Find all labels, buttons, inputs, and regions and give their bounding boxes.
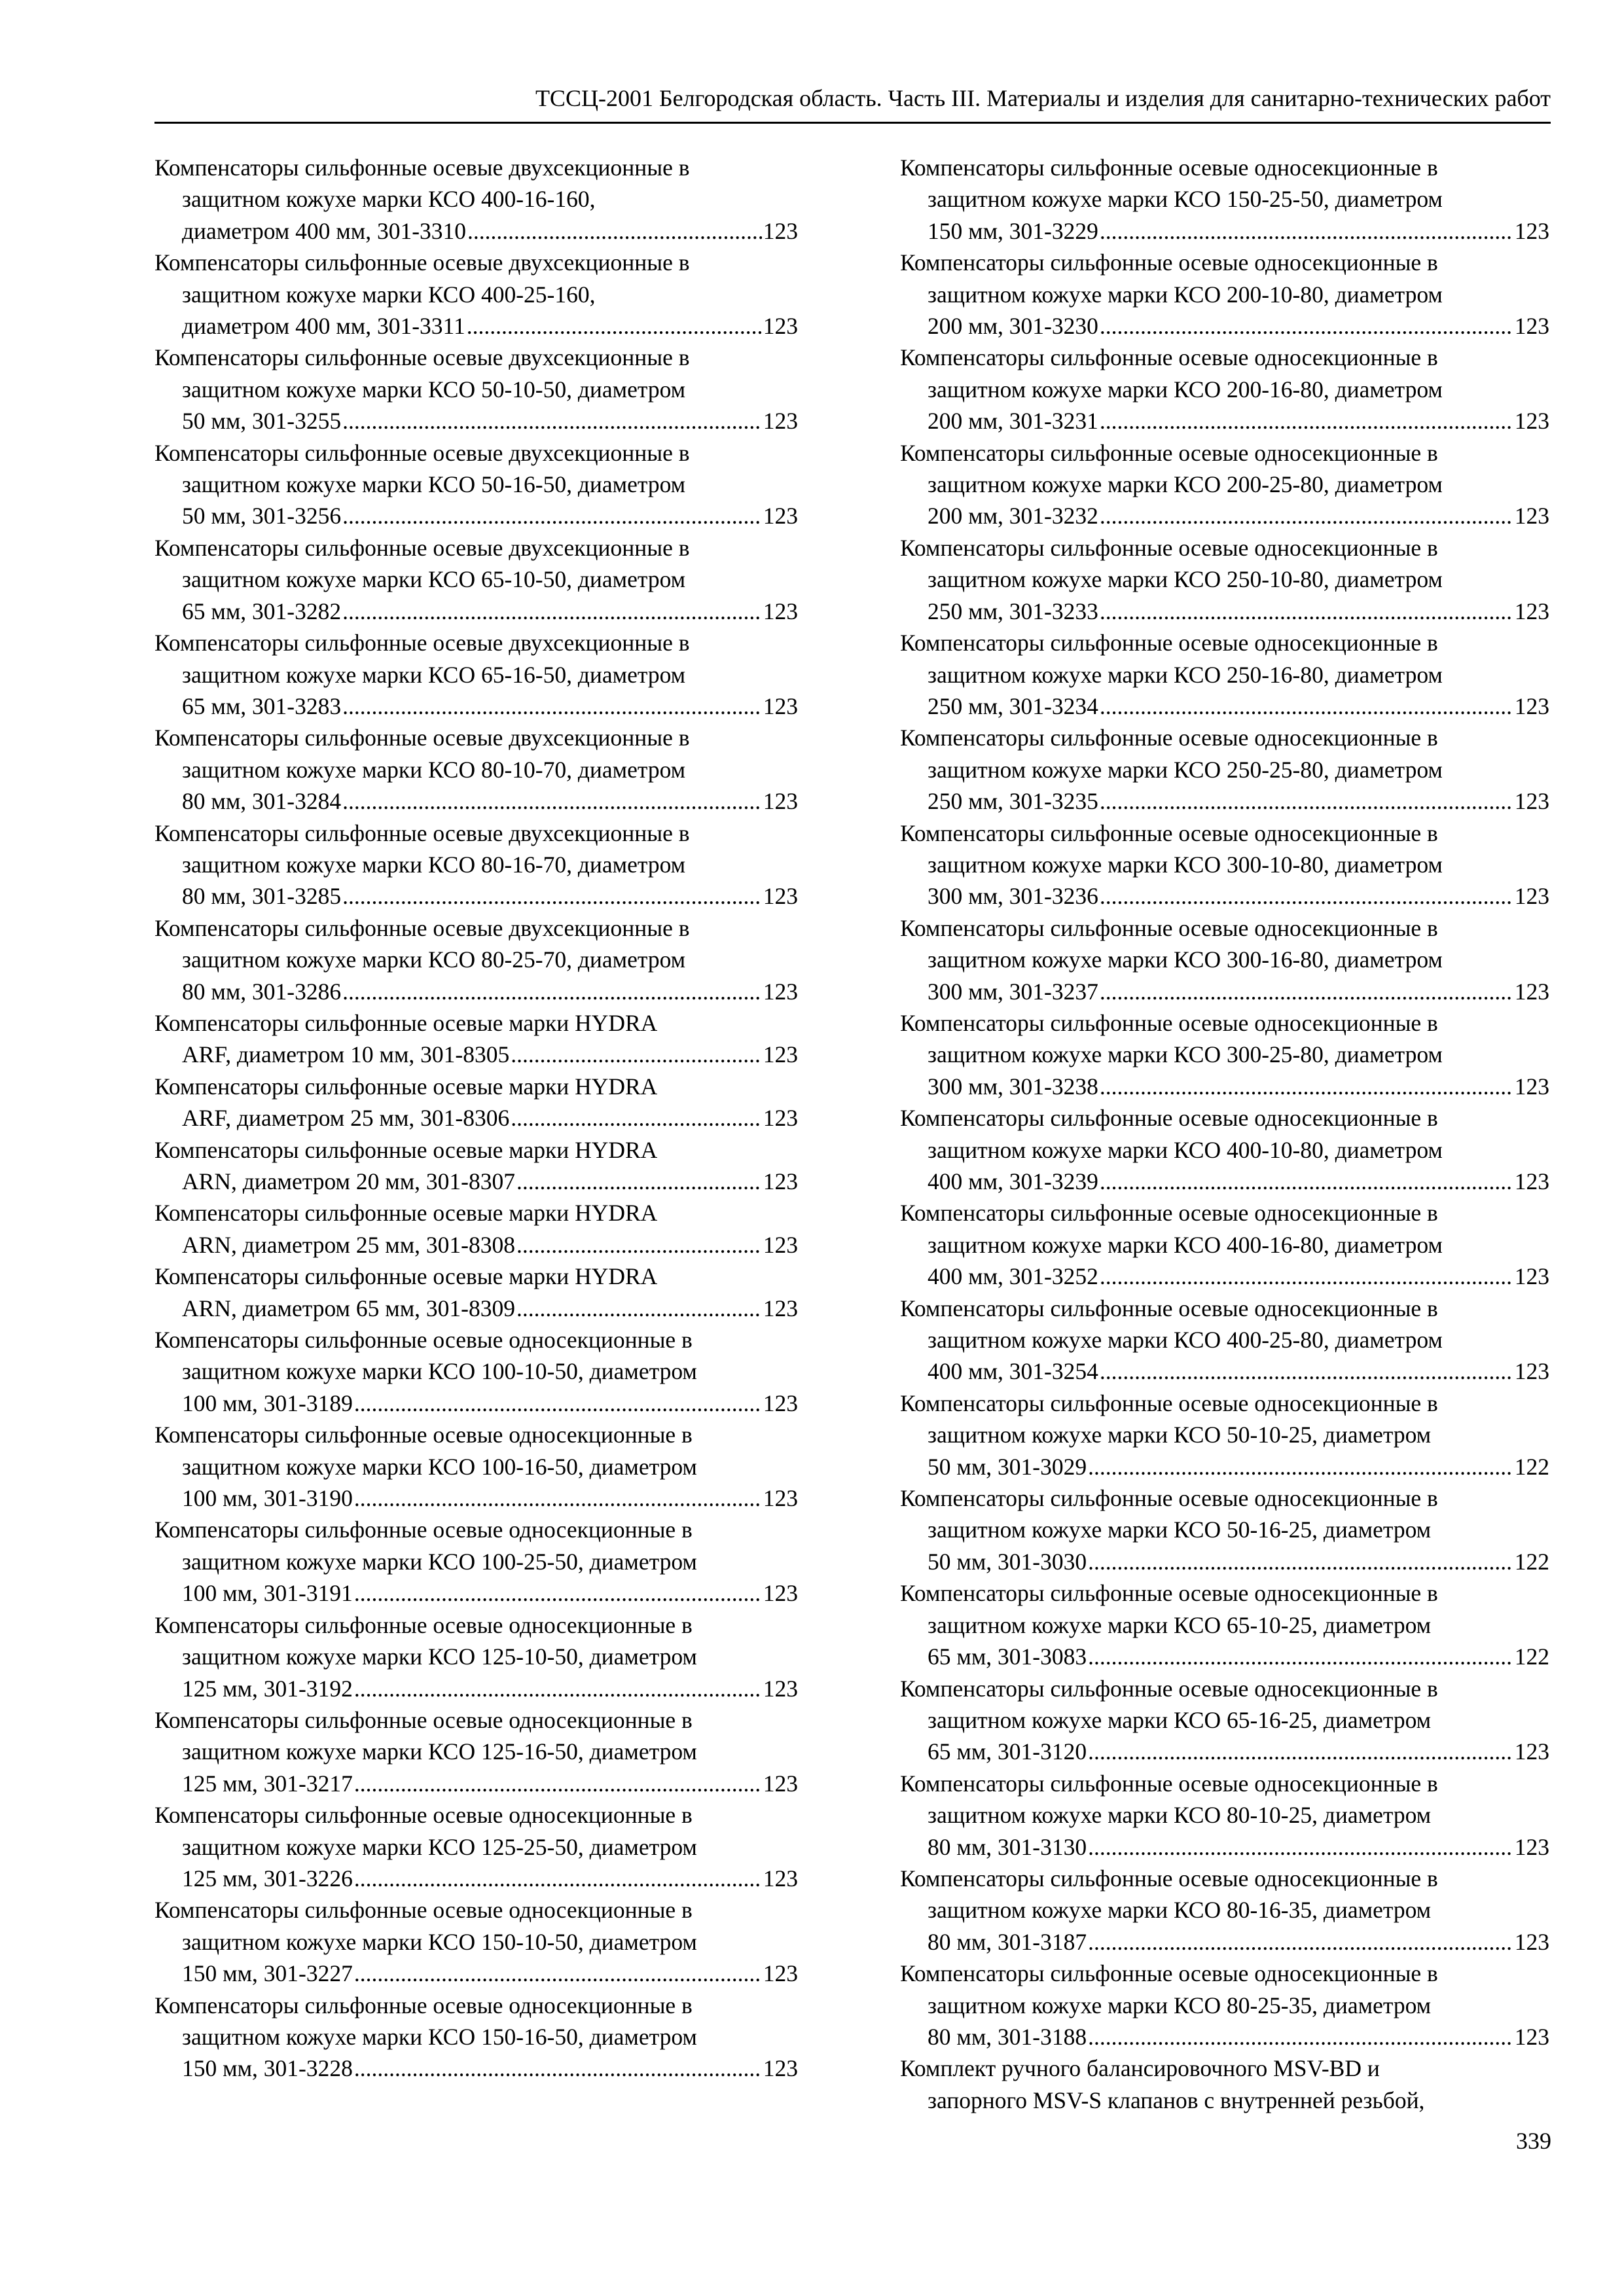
entry-continuation: защитном кожухе марки КСО 125-16-50, диаметром (182, 1738, 697, 1765)
entry-continuation: защитном кожухе марки КСО 125-25-50, диаметром (182, 1833, 697, 1860)
entry-code: 150 мм, 301-3229 (928, 217, 1098, 244)
index-entry (154, 437, 798, 532)
dot-leader (354, 2053, 762, 2084)
entry-last-line (900, 500, 1549, 531)
dot-leader (354, 1577, 762, 1609)
entry-continuation: защитном кожухе марки КСО 400-16-80, диаметром (928, 1231, 1443, 1258)
entry-continuation: защитном кожухе марки КСО 65-10-50, диаметром (182, 566, 686, 593)
entry-last-line (154, 1673, 798, 1704)
entry-title: Компенсаторы сильфонные осевые двухсекционные в (154, 249, 690, 276)
entry-last-line (900, 1736, 1549, 1767)
entry-title: Компенсаторы сильфонные осевые двухсекционные в (154, 344, 690, 371)
entry-title: Компенсаторы сильфонные осевые односекционные в (900, 1675, 1438, 1702)
index-entry (900, 1197, 1549, 1292)
entry-page-ref: 123 (763, 1168, 798, 1194)
entry-title: Компенсаторы сильфонные осевые односекционные в (154, 1706, 693, 1733)
entry-page-ref: 123 (763, 1675, 798, 1702)
entry-continuation: защитном кожухе марки КСО 65-16-50, диаметром (182, 661, 686, 688)
entry-page-ref: 123 (1514, 1263, 1549, 1290)
entry-page-ref: 123 (763, 1041, 798, 1068)
entry-page-ref: 123 (1514, 692, 1549, 719)
dot-leader (1100, 1071, 1513, 1102)
entry-continuation: защитном кожухе марки КСО 200-25-80, диаметром (928, 471, 1443, 498)
entry-title: Компенсаторы сильфонные осевые односекционные в (900, 1009, 1438, 1036)
entry-title: Компенсаторы сильфонные осевые марки HYDRA (154, 1200, 658, 1227)
dot-leader (1100, 1166, 1513, 1197)
entry-page-ref: 123 (763, 1105, 798, 1132)
entry-last-line (154, 1482, 798, 1514)
entry-title: Компенсаторы сильфонные осевые односекционные в (900, 1770, 1438, 1797)
dot-leader (342, 500, 762, 531)
entry-last-line (154, 880, 798, 912)
entry-code: 65 мм, 301-3083 (928, 1643, 1087, 1670)
entry-title: Компенсаторы сильфонные осевые односекционные в (900, 1485, 1438, 1512)
entry-continuation: защитном кожухе марки КСО 400-25-80, диаметром (928, 1327, 1443, 1354)
entry-page-ref: 123 (763, 408, 798, 435)
entry-last-line (900, 1641, 1549, 1672)
entry-code: 125 мм, 301-3226 (182, 1865, 353, 1892)
entry-code: 125 мм, 301-3217 (182, 1770, 353, 1797)
entry-title: Компенсаторы сильфонные осевые односекционные в (900, 1580, 1438, 1607)
index-entry (154, 627, 798, 722)
entry-title: Компенсаторы сильфонные осевые односекционные в (154, 1611, 693, 1638)
entry-page-ref: 123 (1514, 313, 1549, 340)
entry-code: ARN, диаметром 25 мм, 301-8308 (182, 1231, 515, 1258)
entry-code: 150 мм, 301-3228 (182, 2055, 353, 2082)
dot-leader (342, 785, 762, 817)
entry-continuation: защитном кожухе марки КСО 150-10-50, диаметром (182, 1928, 697, 1955)
index-entry (154, 1894, 798, 1989)
dot-leader (1100, 596, 1513, 627)
entry-title: Компенсаторы сильфонные осевые односекционные в (154, 1802, 693, 1829)
entry-title: Компенсаторы сильфонные осевые марки HYDRA (154, 1073, 658, 1100)
entry-page-ref: 123 (763, 788, 798, 815)
index-entry (154, 342, 798, 437)
dot-leader (354, 1863, 762, 1894)
dot-leader (1088, 1451, 1513, 1482)
entry-code: 100 мм, 301-3189 (182, 1390, 353, 1416)
running-header: ТССЦ-2001 Белгородская область. Часть III. Материалы и изделия для санитарно-технических работ (154, 84, 1551, 124)
entry-code: диаметром 400 мм, 301-3311 (182, 313, 465, 340)
entry-page-ref: 123 (763, 692, 798, 719)
entry-title: Компенсаторы сильфонные осевые двухсекционные в (154, 154, 690, 181)
entry-continuation: защитном кожухе марки КСО 80-25-70, диаметром (182, 946, 686, 973)
dot-leader (354, 1482, 762, 1514)
entry-continuation: запорного MSV-S клапанов с внутренней резьбой, (928, 2087, 1425, 2113)
dot-leader (354, 1768, 762, 1799)
entry-last-line (154, 976, 798, 1007)
entry-last-line (154, 1577, 798, 1609)
entry-last-line (900, 1166, 1549, 1197)
index-entry (154, 1419, 798, 1514)
entry-page-ref: 123 (763, 1770, 798, 1797)
entry-code: 80 мм, 301-3285 (182, 883, 342, 910)
entry-code: 50 мм, 301-3256 (182, 503, 342, 529)
entry-page-ref: 123 (763, 1295, 798, 1321)
entry-page-ref: 123 (763, 1390, 798, 1416)
index-entry (900, 1863, 1549, 1958)
entry-page-ref: 123 (763, 217, 798, 244)
entry-code: 125 мм, 301-3192 (182, 1675, 353, 1702)
entry-code: 250 мм, 301-3233 (928, 598, 1098, 624)
entry-page-ref: 123 (763, 978, 798, 1005)
index-entry (154, 1990, 798, 2085)
index-entry (154, 1261, 798, 1324)
entry-title: Компенсаторы сильфонные осевые односекционные в (900, 1865, 1438, 1892)
index-entry (900, 1007, 1549, 1102)
dot-leader (1088, 1641, 1513, 1672)
dot-leader (1100, 500, 1513, 531)
entry-last-line (900, 2021, 1549, 2053)
entry-title: Компенсаторы сильфонные осевые односекционные в (900, 154, 1438, 181)
entry-code: ARF, диаметром 25 мм, 301-8306 (182, 1105, 510, 1132)
index-entry (900, 437, 1549, 532)
dot-leader (1100, 310, 1513, 342)
entry-title: Компенсаторы сильфонные осевые двухсекционные в (154, 819, 690, 846)
entry-last-line (900, 215, 1549, 247)
entry-title: Компенсаторы сильфонные осевые двухсекционные в (154, 439, 690, 466)
entry-page-ref: 123 (1514, 503, 1549, 529)
entry-last-line (154, 215, 798, 247)
entry-continuation: защитном кожухе марки КСО 300-25-80, диаметром (928, 1041, 1443, 1068)
entry-code: 65 мм, 301-3283 (182, 692, 342, 719)
index-entry (154, 1514, 798, 1609)
entry-page-ref: 123 (1514, 1738, 1549, 1765)
entry-page-ref: 123 (763, 2055, 798, 2082)
entry-page-ref: 123 (1514, 1073, 1549, 1100)
entry-title: Компенсаторы сильфонные осевые односекционные в (900, 1105, 1438, 1132)
entry-code: 50 мм, 301-3030 (928, 1548, 1087, 1575)
entry-last-line (154, 1768, 798, 1799)
entry-page-ref: 123 (763, 1231, 798, 1258)
index-column-left (154, 152, 798, 2085)
index-entry (900, 817, 1549, 912)
entry-page-ref: 123 (763, 883, 798, 910)
entry-title: Компенсаторы сильфонные осевые односекционные в (900, 344, 1438, 371)
dot-leader (1088, 2021, 1513, 2053)
entry-continuation: защитном кожухе марки КСО 400-25-160, (182, 281, 596, 308)
dot-leader (342, 976, 762, 1007)
entry-code: 250 мм, 301-3234 (928, 692, 1098, 719)
entry-continuation: защитном кожухе марки КСО 80-25-35, диаметром (928, 1992, 1432, 2018)
index-entry (900, 247, 1549, 342)
entry-page-ref: 123 (1514, 788, 1549, 815)
entry-page-ref: 123 (763, 1485, 798, 1512)
index-entry (900, 1958, 1549, 2053)
index-entry (154, 1134, 798, 1198)
entry-continuation: защитном кожухе марки КСО 50-10-25, диаметром (928, 1422, 1432, 1448)
entry-page-ref: 122 (1514, 1548, 1549, 1575)
dot-leader (342, 405, 762, 437)
dot-leader (342, 880, 762, 912)
entry-page-ref: 123 (1514, 883, 1549, 910)
index-entry (900, 1577, 1549, 1672)
entry-last-line (900, 1071, 1549, 1102)
entry-title: Компенсаторы сильфонные осевые односекционные в (154, 1422, 693, 1448)
entry-last-line (900, 976, 1549, 1007)
entry-code: диаметром 400 мм, 301-3310 (182, 217, 467, 244)
index-entry (154, 912, 798, 1007)
index-column-right (900, 152, 1549, 2116)
entry-last-line (154, 785, 798, 817)
entry-page-ref: 122 (1514, 1453, 1549, 1480)
index-entry (154, 817, 798, 912)
entry-title: Компенсаторы сильфонные осевые марки HYDRA (154, 1263, 658, 1290)
entry-last-line (900, 691, 1549, 722)
entry-code: 300 мм, 301-3237 (928, 978, 1098, 1005)
index-entry (900, 152, 1549, 247)
entry-last-line (900, 1546, 1549, 1577)
entry-title: Компенсаторы сильфонные осевые односекционные в (900, 534, 1438, 561)
index-entry (900, 1102, 1549, 1197)
entry-page-ref: 123 (1514, 1358, 1549, 1385)
entry-code: 400 мм, 301-3252 (928, 1263, 1098, 1290)
entry-title: Компенсаторы сильфонные осевые односекционные в (154, 1516, 693, 1543)
dot-leader (354, 1958, 762, 1989)
entry-title: Компенсаторы сильфонные осевые двухсекционные в (154, 630, 690, 656)
entry-page-ref: 122 (1514, 1643, 1549, 1670)
entry-continuation: защитном кожухе марки КСО 80-16-70, диаметром (182, 851, 686, 878)
index-entry (154, 722, 798, 817)
entry-continuation: защитном кожухе марки КСО 300-10-80, диаметром (928, 851, 1443, 878)
index-entry (900, 1482, 1549, 1577)
dot-leader (1100, 215, 1513, 247)
entry-page-ref: 123 (763, 1960, 798, 1987)
entry-continuation: защитном кожухе марки КСО 65-10-25, диаметром (928, 1611, 1432, 1638)
entry-title: Компенсаторы сильфонные осевые односекционные в (900, 1295, 1438, 1321)
entry-code: 400 мм, 301-3239 (928, 1168, 1098, 1194)
entry-page-ref: 123 (1514, 1833, 1549, 1860)
entry-code: 65 мм, 301-3282 (182, 598, 342, 624)
entry-code: 300 мм, 301-3236 (928, 883, 1098, 910)
entry-code: 200 мм, 301-3231 (928, 408, 1098, 435)
entry-title: Комплект ручного балансировочного MSV-BD и (900, 2055, 1380, 2082)
entry-last-line (900, 1831, 1549, 1863)
entry-title: Компенсаторы сильфонные осевые односекционные в (900, 725, 1438, 751)
dot-leader (1100, 880, 1513, 912)
entry-title: Компенсаторы сильфонные осевые односекционные в (900, 249, 1438, 276)
dot-leader (511, 1039, 762, 1070)
index-entry (900, 912, 1549, 1007)
entry-code: ARN, диаметром 20 мм, 301-8307 (182, 1168, 515, 1194)
entry-continuation: защитном кожухе марки КСО 150-16-50, диаметром (182, 2023, 697, 2050)
entry-continuation: защитном кожухе марки КСО 100-16-50, диаметром (182, 1453, 697, 1480)
dot-leader (1100, 976, 1513, 1007)
dot-leader (1100, 405, 1513, 437)
index-entry (900, 627, 1549, 722)
entry-continuation: защитном кожухе марки КСО 50-10-50, диаметром (182, 376, 686, 403)
entry-title: Компенсаторы сильфонные осевые односекционные в (900, 1200, 1438, 1227)
index-entry (154, 1609, 798, 1704)
dot-leader (354, 1388, 762, 1419)
index-entry (900, 1388, 1549, 1482)
entry-page-ref: 123 (1514, 598, 1549, 624)
entry-last-line (154, 1102, 798, 1134)
dot-leader (467, 215, 762, 247)
dot-leader (516, 1166, 762, 1197)
entry-code: 250 мм, 301-3235 (928, 788, 1098, 815)
index-entry (154, 1071, 798, 1134)
dot-leader (354, 1673, 762, 1704)
dot-leader (516, 1293, 762, 1324)
entry-title: Компенсаторы сильфонные осевые односекционные в (900, 1390, 1438, 1416)
entry-code: 400 мм, 301-3254 (928, 1358, 1098, 1385)
entry-title: Компенсаторы сильфонные осевые марки HYDRA (154, 1009, 658, 1036)
dot-leader (1088, 1926, 1513, 1958)
dot-leader (511, 1102, 762, 1134)
entry-continuation: защитном кожухе марки КСО 125-10-50, диаметром (182, 1643, 697, 1670)
entry-page-ref: 123 (1514, 217, 1549, 244)
entry-page-ref: 123 (763, 1865, 798, 1892)
index-entry (900, 342, 1549, 437)
entry-code: 80 мм, 301-3286 (182, 978, 342, 1005)
entry-page-ref: 123 (1514, 408, 1549, 435)
entry-code: 80 мм, 301-3188 (928, 2023, 1087, 2050)
entry-code: 200 мм, 301-3232 (928, 503, 1098, 529)
entry-title: Компенсаторы сильфонные осевые односекционные в (154, 1992, 693, 2018)
entry-last-line (154, 2053, 798, 2084)
index-entry (154, 1197, 798, 1261)
entry-page-ref: 123 (763, 503, 798, 529)
entry-title: Компенсаторы сильфонные осевые односекционные в (900, 914, 1438, 941)
entry-continuation: защитном кожухе марки КСО 200-16-80, диаметром (928, 376, 1443, 403)
entry-page-ref: 123 (1514, 2023, 1549, 2050)
entry-page-ref: 123 (763, 598, 798, 624)
entry-last-line (154, 1863, 798, 1894)
entry-last-line (900, 405, 1549, 437)
entry-title: Компенсаторы сильфонные осевые односекционные в (900, 439, 1438, 466)
index-entry (900, 722, 1549, 817)
entry-last-line (154, 1388, 798, 1419)
entry-continuation: защитном кожухе марки КСО 150-25-50, диаметром (928, 186, 1443, 213)
entry-title: Компенсаторы сильфонные осевые двухсекционные в (154, 914, 690, 941)
entry-code: 80 мм, 301-3284 (182, 788, 342, 815)
entry-code: 150 мм, 301-3227 (182, 1960, 353, 1987)
entry-last-line (900, 785, 1549, 817)
entry-last-line (154, 1166, 798, 1197)
dot-leader (342, 596, 762, 627)
index-entry (154, 247, 798, 342)
index-entry (900, 2053, 1549, 2116)
entry-code: 80 мм, 301-3130 (928, 1833, 1087, 1860)
entry-title: Компенсаторы сильфонные осевые двухсекционные в (154, 534, 690, 561)
entry-code: 80 мм, 301-3187 (928, 1928, 1087, 1955)
dot-leader (1088, 1831, 1513, 1863)
entry-continuation: защитном кожухе марки КСО 250-10-80, диаметром (928, 566, 1443, 593)
entry-last-line (154, 500, 798, 531)
entry-continuation: защитном кожухе марки КСО 400-16-160, (182, 186, 596, 213)
entry-continuation: защитном кожухе марки КСО 100-25-50, диаметром (182, 1548, 697, 1575)
entry-continuation: защитном кожухе марки КСО 80-10-70, диаметром (182, 756, 686, 783)
entry-title: Компенсаторы сильфонные осевые двухсекционные в (154, 725, 690, 751)
entry-continuation: защитном кожухе марки КСО 100-10-50, диаметром (182, 1358, 697, 1385)
entry-continuation: защитном кожухе марки КСО 200-10-80, диаметром (928, 281, 1443, 308)
entry-code: 100 мм, 301-3190 (182, 1485, 353, 1512)
entry-code: 50 мм, 301-3255 (182, 408, 342, 435)
index-entry (154, 532, 798, 627)
entry-code: 50 мм, 301-3029 (928, 1453, 1087, 1480)
dot-leader (1100, 785, 1513, 817)
dot-leader (342, 691, 762, 722)
dot-leader (1100, 1355, 1513, 1387)
dot-leader (467, 310, 762, 342)
dot-leader (1100, 691, 1513, 722)
index-entry (900, 1768, 1549, 1863)
entry-page-ref: 123 (1514, 978, 1549, 1005)
entry-last-line (900, 310, 1549, 342)
entry-code: 100 мм, 301-3191 (182, 1580, 353, 1607)
entry-continuation: защитном кожухе марки КСО 80-16-35, диаметром (928, 1897, 1432, 1924)
entry-page-ref: 123 (763, 1580, 798, 1607)
index-entry (900, 1293, 1549, 1388)
entry-last-line (154, 1293, 798, 1324)
index-entry (154, 1007, 798, 1071)
entry-continuation: защитном кожухе марки КСО 65-16-25, диаметром (928, 1706, 1432, 1733)
entry-last-line (154, 1229, 798, 1261)
entry-continuation: защитном кожухе марки КСО 50-16-50, диаметром (182, 471, 686, 498)
entry-last-line (900, 880, 1549, 912)
entry-continuation: защитном кожухе марки КСО 50-16-25, диаметром (928, 1516, 1432, 1543)
dot-leader (1100, 1261, 1513, 1292)
entry-last-line (900, 1261, 1549, 1292)
index-entry (900, 1673, 1549, 1768)
entry-last-line (154, 596, 798, 627)
entry-code: 65 мм, 301-3120 (928, 1738, 1087, 1765)
entry-page-ref: 123 (1514, 1928, 1549, 1955)
page-number: 339 (1516, 2128, 1551, 2154)
entry-last-line (900, 1926, 1549, 1958)
entry-title: Компенсаторы сильфонные осевые односекционные в (900, 819, 1438, 846)
entry-last-line (154, 691, 798, 722)
index-entry (154, 1704, 798, 1799)
dot-leader (1088, 1736, 1513, 1767)
entry-continuation: защитном кожухе марки КСО 250-25-80, диаметром (928, 756, 1443, 783)
entry-continuation: защитном кожухе марки КСО 250-16-80, диаметром (928, 661, 1443, 688)
index-entry (154, 152, 798, 247)
entry-page-ref: 123 (763, 313, 798, 340)
dot-leader (516, 1229, 762, 1261)
entry-title: Компенсаторы сильфонные осевые односекционные в (900, 1960, 1438, 1987)
entry-last-line (900, 596, 1549, 627)
entry-code: 200 мм, 301-3230 (928, 313, 1098, 340)
dot-leader (1088, 1546, 1513, 1577)
entry-continuation: защитном кожухе марки КСО 80-10-25, диаметром (928, 1802, 1432, 1829)
entry-last-line (154, 1958, 798, 1989)
index-entry (154, 1324, 798, 1419)
entry-last-line (154, 405, 798, 437)
entry-continuation: защитном кожухе марки КСО 300-16-80, диаметром (928, 946, 1443, 973)
entry-code: ARN, диаметром 65 мм, 301-8309 (182, 1295, 515, 1321)
entry-page-ref: 123 (1514, 1168, 1549, 1194)
entry-last-line (900, 1355, 1549, 1387)
index-entry (154, 1799, 798, 1894)
entry-code: 300 мм, 301-3238 (928, 1073, 1098, 1100)
index-entry (900, 532, 1549, 627)
entry-title: Компенсаторы сильфонные осевые односекционные в (154, 1897, 693, 1924)
entry-title: Компенсаторы сильфонные осевые односекционные в (154, 1327, 693, 1354)
entry-title: Компенсаторы сильфонные осевые односекционные в (900, 630, 1438, 656)
entry-last-line (154, 1039, 798, 1070)
entry-title: Компенсаторы сильфонные осевые марки HYDRA (154, 1136, 658, 1163)
entry-code: ARF, диаметром 10 мм, 301-8305 (182, 1041, 510, 1068)
entry-last-line (900, 1451, 1549, 1482)
entry-last-line (154, 310, 798, 342)
entry-continuation: защитном кожухе марки КСО 400-10-80, диаметром (928, 1136, 1443, 1163)
